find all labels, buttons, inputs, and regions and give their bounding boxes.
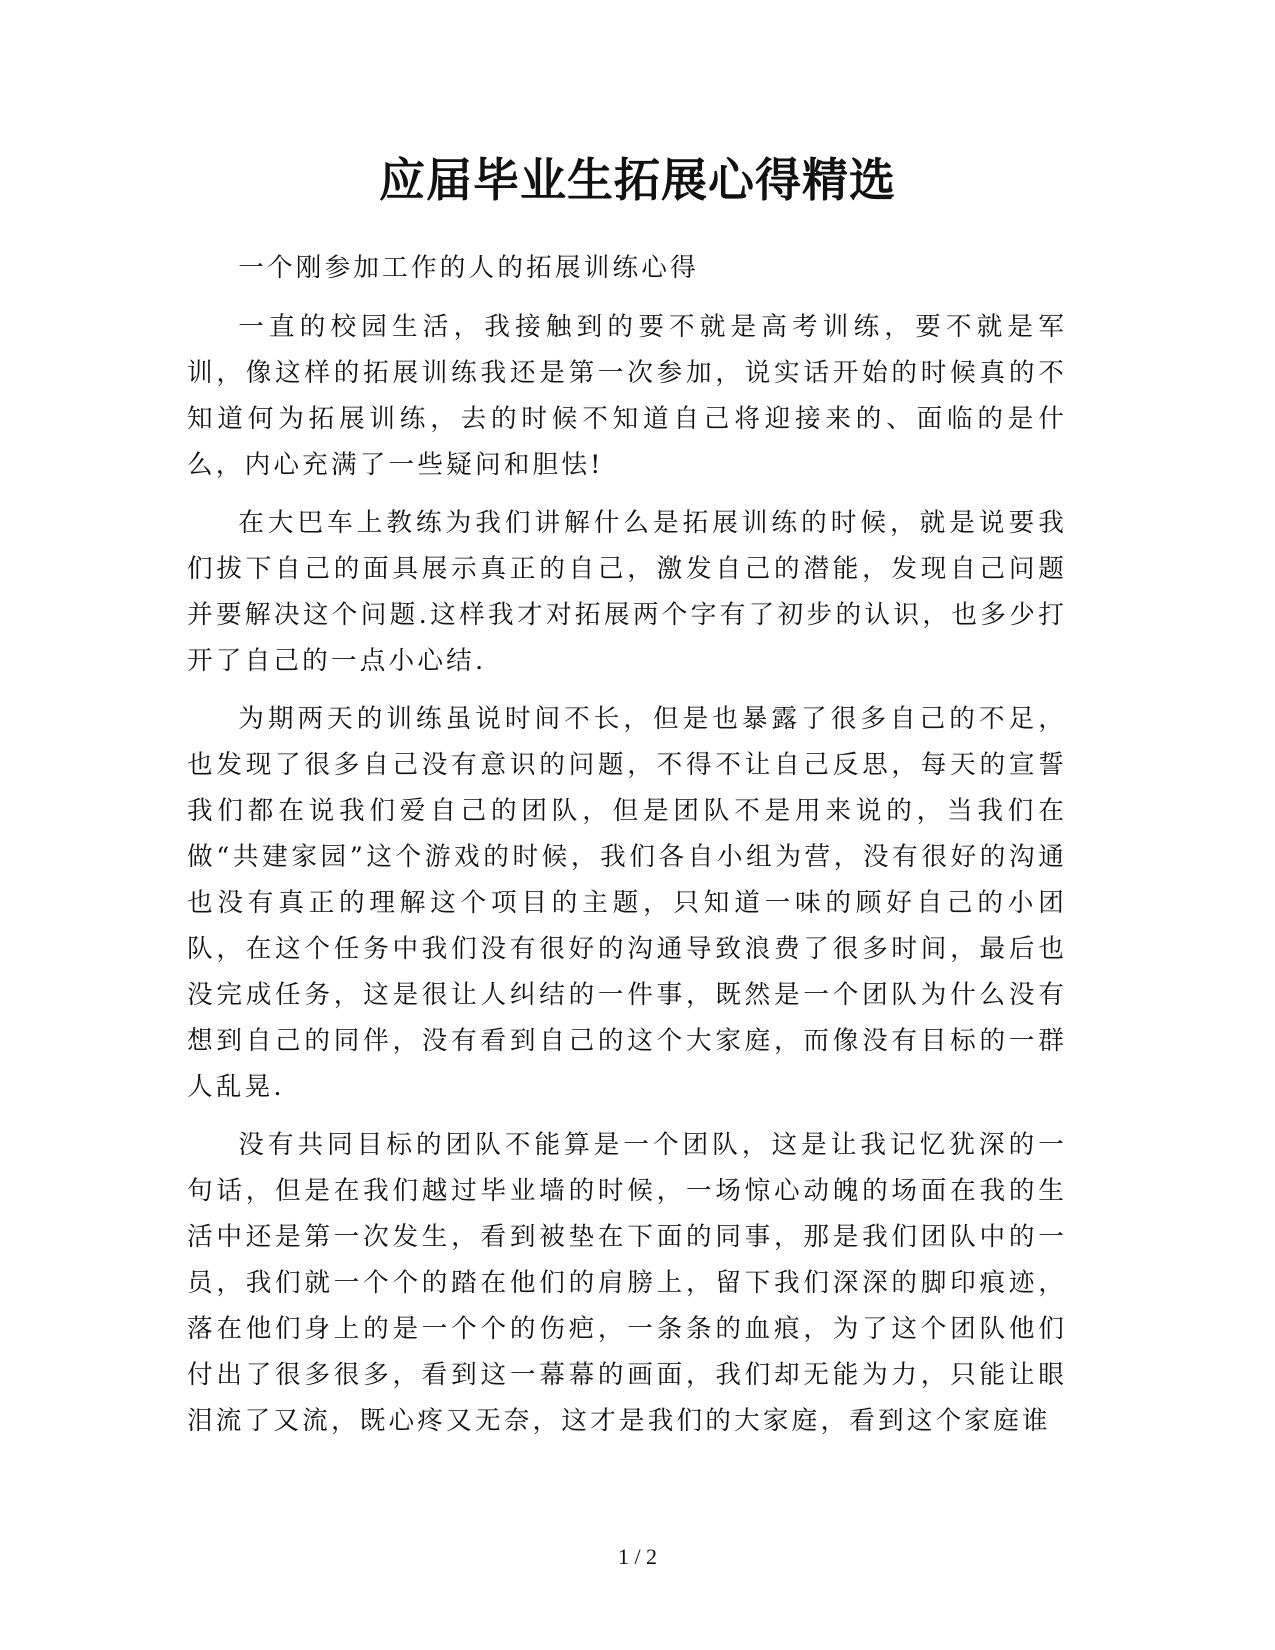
page-number: 1 / 2 bbox=[617, 1544, 658, 1569]
paragraph-graduation-wall: 没有共同目标的团队不能算是一个团队，这是让我记忆犹深的一句话，但是在我们越过毕业墙的时候，一场惊心动魄的场面在我的生活中还是第一次发生，看到被垫在下面的同事，那是我们团队中的一员，我们就一个个的踏在他们的肩膀上，留下我们深深的脚印痕迹，落在他们身上的是一个个的伤疤，一条条的血痕，为了这个团队他们付出了很多很多，看到这一幕幕的画面，我们却无能为力，只能让眼泪流了又流，既心疼又无奈，这才是我们的大家庭，看到这个家庭谁 bbox=[187, 1130, 1067, 1436]
paragraph-subtitle: 一个刚参加工作的人的拓展训练心得 bbox=[238, 253, 699, 283]
paragraph-bus-briefing: 在大巴车上教练为我们讲解什么是拓展训练的时候，就是说要我们拔下自己的面具展示真正的自己，激发自己的潜能，发现自己问题并要解决这个问题.这样我才对拓展两个字有了初步的认识，也多少打开了自己的一点小心结. bbox=[187, 508, 1067, 676]
paragraph-campus-life: 一直的校园生活，我接触到的要不就是高考训练，要不就是军训，像这样的拓展训练我还是第一次参加，说实话开始的时候真的不知道何为拓展训练，去的时候不知道自己将迎接来的、面临的是什么，内心充满了一些疑问和胆怯! bbox=[187, 312, 1067, 480]
paragraph-two-day-training: 为期两天的训练虽说时间不长，但是也暴露了很多自己的不足，也发现了很多自己没有意识的问题，不得不让自己反思，每天的宣誓我们都在说我们爱自己的团队，但是团队不是用来说的，当我们在做“共建家园”这个游戏的时候，我们各自小组为营，没有很好的沟通也没有真正的理解这个项目的主题，只知道一味的顾好自己的小团队，在这个任务中我们没有很好的沟通导致浪费了很多时间，最后也没完成任务，这是很让人纠结的一件事，既然是一个团队为什么没有想到自己的同伴，没有看到自己的这个大家庭，而像没有目标的一群人乱晃. bbox=[187, 704, 1067, 1102]
document-body bbox=[187, 245, 1067, 1456]
document-title: 应届毕业生拓展心得精选 bbox=[379, 153, 896, 207]
